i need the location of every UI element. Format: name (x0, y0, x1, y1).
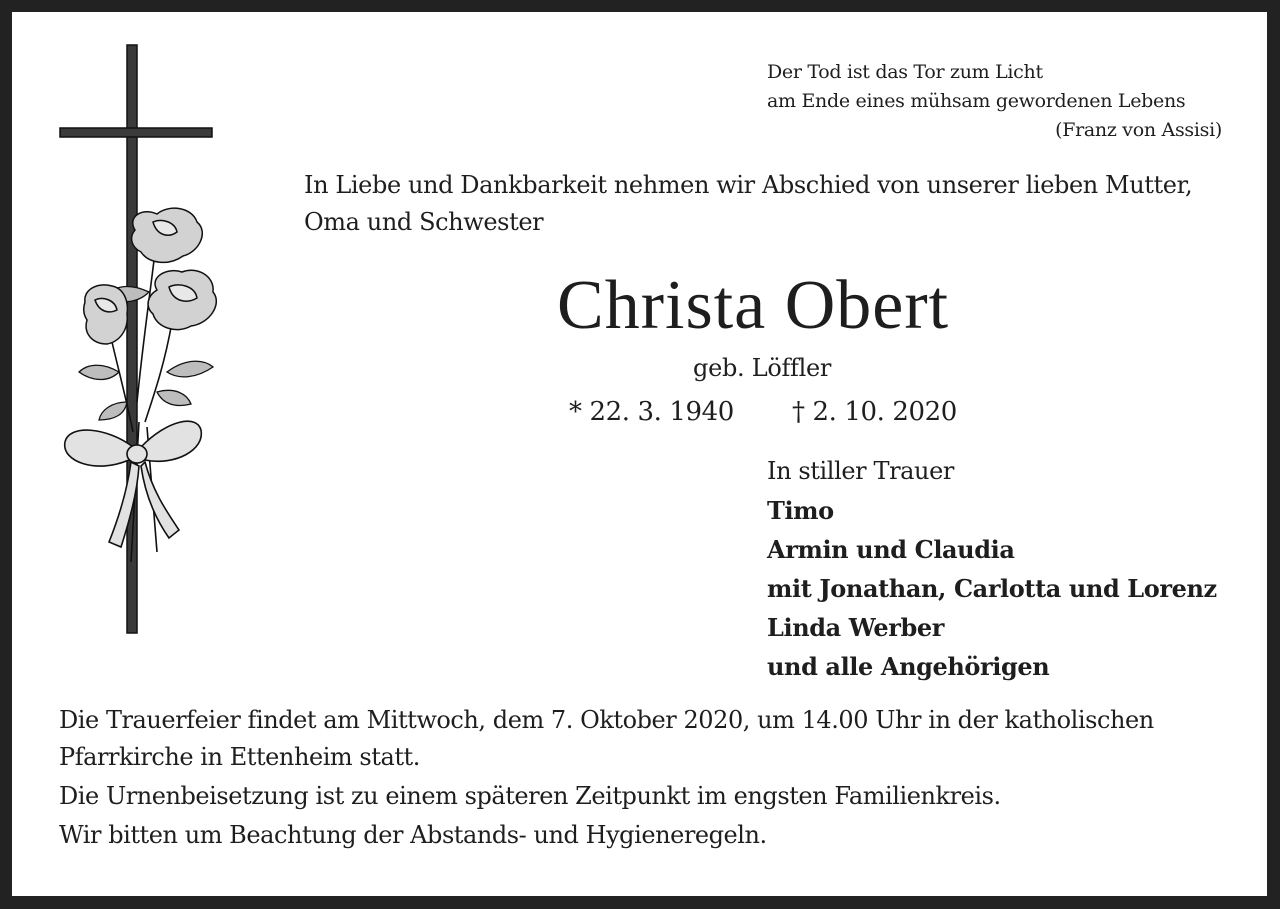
quote-line-2: am Ende eines mühsam gewordenen Lebens (767, 90, 1186, 112)
mourner-name: und alle Angehörigen (767, 652, 1050, 681)
birth-name: geb. Löffler (693, 354, 832, 382)
intro-text (304, 167, 1192, 241)
notice-line-2: Pfarrkirche in Ettenheim statt. (59, 743, 420, 771)
quote-author: (Franz von Assisi) (1055, 119, 1222, 141)
death-date: † 2. 10. 2020 (792, 397, 957, 427)
intro-line-1: In Liebe und Dankbarkeit nehmen wir Abschied von unserer lieben Mutter, (304, 171, 1193, 199)
notice-line-1: Die Trauerfeier findet am Mittwoch, dem 7. Oktober 2020, um 14.00 Uhr in der katholischen (59, 706, 1154, 734)
notice-line-4: Wir bitten um Beachtung der Abstands- und Hygieneregeln. (59, 821, 767, 849)
cross-with-roses-icon (57, 42, 227, 642)
mourner-name: Linda Werber (767, 613, 944, 642)
birth-date: * 22. 3. 1940 (569, 397, 734, 427)
funeral-notice (59, 702, 1229, 854)
mourner-name: Armin und Claudia (767, 535, 1015, 564)
obituary-notice (12, 12, 1267, 896)
notice-line-3: Die Urnenbeisetzung ist zu einem späteren Zeitpunkt im engsten Familienkreis. (59, 782, 1001, 810)
mourner-name: Timo (767, 496, 834, 525)
mourner-name: mit Jonathan, Carlotta und Lorenz (767, 574, 1217, 603)
mourning-lead: In stiller Trauer (767, 457, 954, 485)
quote (767, 58, 1222, 145)
mourners-block (767, 452, 1217, 686)
quote-line-1: Der Tod ist das Tor zum Licht (767, 61, 1043, 83)
intro-line-2: Oma und Schwester (304, 208, 544, 236)
deceased-name: Christa Obert (557, 267, 950, 344)
